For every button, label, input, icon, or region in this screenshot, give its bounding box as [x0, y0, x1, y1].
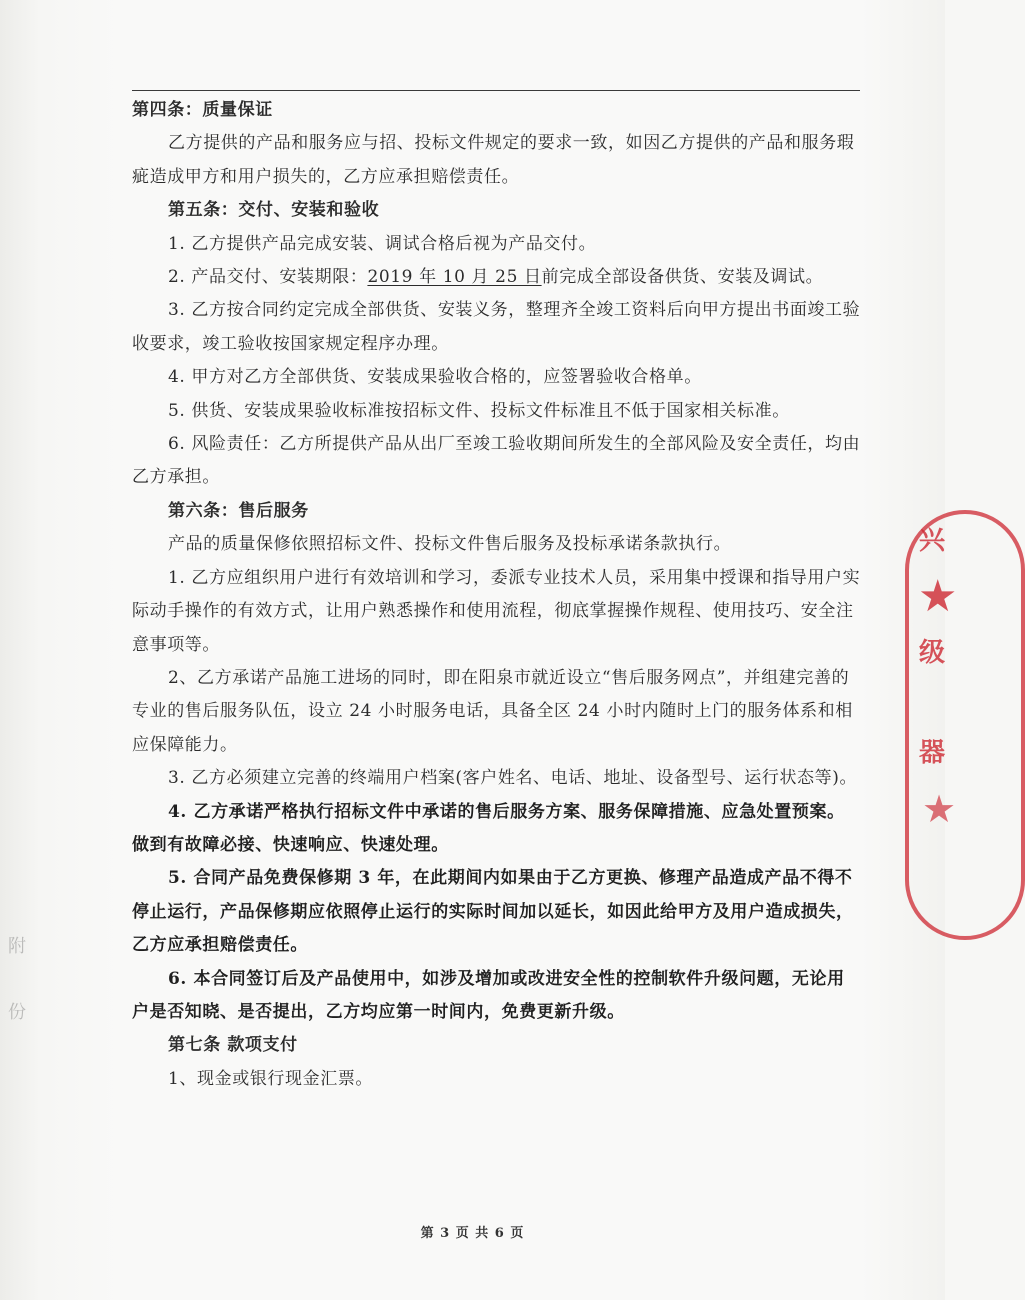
- paragraph-deadline: [132, 261, 862, 294]
- section-heading: 第四条：质量保证: [132, 100, 273, 120]
- paragraph: 1. 乙方提供产品完成安装、调试合格后视为产品交付。: [168, 233, 597, 254]
- paragraph: 6. 风险责任：乙方所提供产品从出厂至竣工验收期间所发生的全部风险及安全责任，均由乙方承担。: [132, 434, 861, 488]
- page-number: 第 3 页 共 6 页: [420, 1226, 525, 1241]
- bold-paragraph: 4. 乙方承诺严格执行招标文件中承诺的售后服务方案、服务保障措施、应急处置预案。做到有故障必接、快速响应、快速处理。: [132, 801, 845, 855]
- seal-char-low: 器: [919, 738, 946, 768]
- bold-paragraph: 6. 本合同签订后及产品使用中，如涉及增加或改进安全性的控制软件升级问题，无论用户是否知晓、是否提出，乙方均应第一时间内，免费更新升级。: [132, 968, 845, 1022]
- seal-char-mid: 级: [919, 638, 946, 668]
- paragraph: 2、乙方承诺产品施工进场的同时，即在阳泉市就近设立“售后服务网点”，并组建完善的专业的售后服务队伍，设立 24 小时服务电话，具备全区 24 小时内随时上门的服务体系和相应保障能力。: [132, 667, 853, 755]
- margin-mark: 份: [8, 1002, 26, 1023]
- paragraph: 3. 乙方按合同约定完成全部供货、安装义务，整理齐全竣工资料后向甲方提出书面竣工验收要求，竣工验收按国家规定程序办理。: [132, 300, 861, 354]
- paragraph: 产品的质量保修依照招标文件、投标文件售后服务及投标承诺条款执行。: [168, 534, 732, 555]
- seal-star-icon: ★: [918, 571, 958, 622]
- bold-paragraph: 5. 合同产品免费保修期 3 年，在此期间内如果由于乙方更换、修理产品造成产品不得不停止运行，产品保修期应依照停止运行的实际时间加以延长，如因此给甲方及用户造成损失，乙方应承担赔偿责任。: [132, 868, 854, 956]
- deadline-prefix: 2. 产品交付、安装期限：: [168, 267, 368, 288]
- section-heading: 第五条：交付、安装和验收: [168, 200, 380, 221]
- paragraph: 5. 供货、安装成果验收标准按招标文件、投标文件标准且不低于国家相关标准。: [168, 400, 790, 421]
- paragraph: 乙方提供的产品和服务应与招、投标文件规定的要求一致，如因乙方提供的产品和服务瑕疵造成甲方和用户损失的，乙方应承担赔偿责任。: [132, 133, 855, 187]
- deadline-date: 2019 年 10 月 25 日: [367, 267, 542, 288]
- document-body: [132, 94, 862, 1096]
- section-heading: 第七条 款项支付: [168, 1035, 298, 1056]
- header-rule: [132, 90, 860, 91]
- seal-char-top: 兴: [919, 526, 946, 556]
- paragraph: 1、现金或银行现金汇票。: [168, 1068, 374, 1089]
- paragraph: 1. 乙方应组织用户进行有效培训和学习，委派专业技术人员，采用集中授课和指导用户实际动手操作的有效方式，让用户熟悉操作和使用流程，彻底掌握操作规程、使用技巧、安全注意事项等。: [132, 567, 861, 655]
- margin-mark: 附: [8, 936, 26, 957]
- paragraph: 3. 乙方必须建立完善的终端用户档案(客户姓名、电话、地址、设备型号、运行状态等)。: [168, 768, 858, 789]
- paragraph: 4. 甲方对乙方全部供货、安装成果验收合格的，应签署验收合格单。: [168, 367, 702, 388]
- deadline-suffix: 前完成全部设备供货、安装及调试。: [541, 267, 824, 288]
- seal-star-icon: ★: [922, 787, 957, 831]
- section-heading: 第六条：售后服务: [168, 500, 309, 521]
